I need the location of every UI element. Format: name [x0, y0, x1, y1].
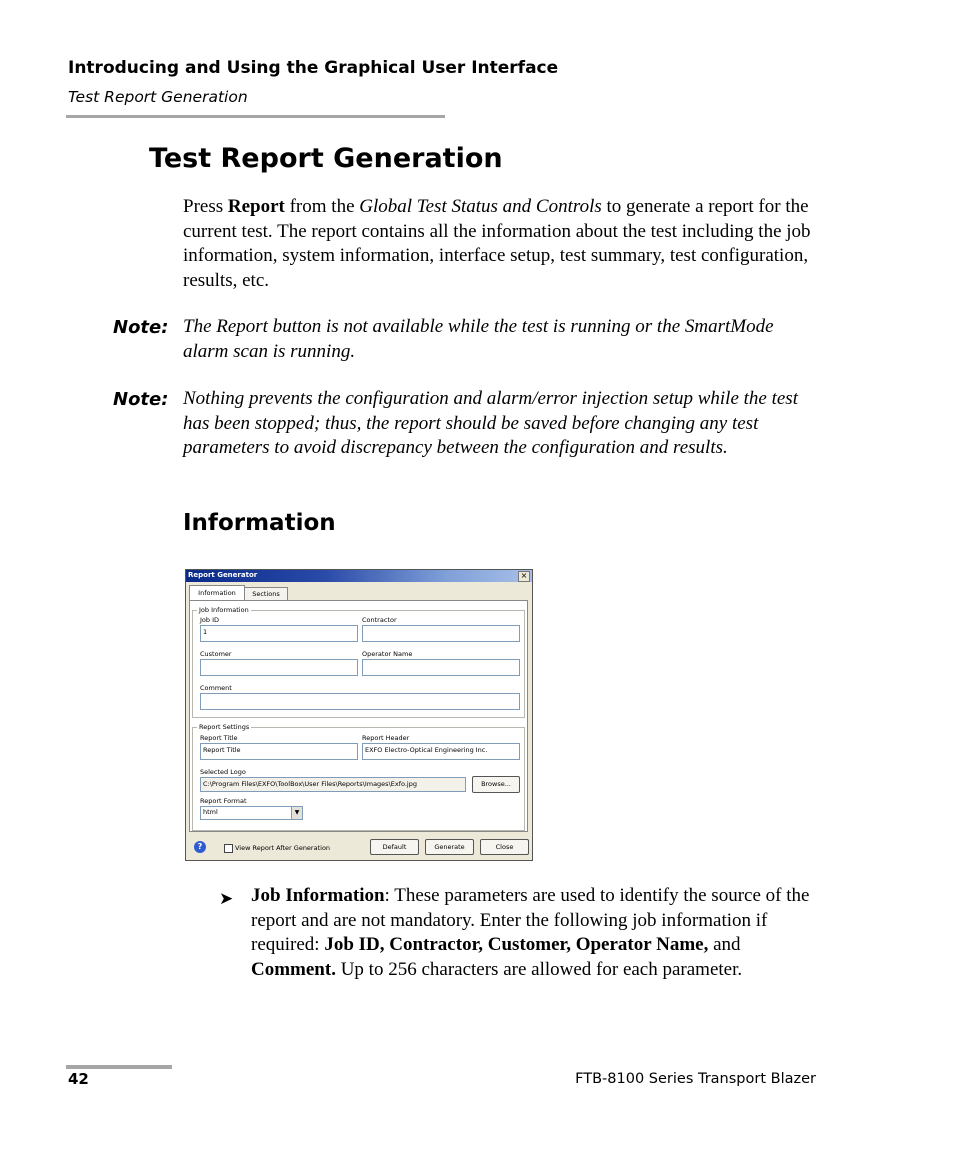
report-header-label: Report Header: [362, 734, 410, 742]
bullet-text: : These parameters are used to identify the source of the report and are not mandatory. Enter the following job information if required:: [251, 885, 810, 956]
bullet-text: and: [708, 934, 741, 956]
default-button[interactable]: Default: [370, 839, 419, 855]
bullet-bold-term: Job Information: [251, 885, 385, 906]
help-icon[interactable]: ?: [194, 841, 206, 853]
page-number: 42: [68, 1070, 89, 1088]
generate-button[interactable]: Generate: [425, 839, 474, 855]
header-rule: [66, 115, 445, 118]
product-name: FTB-8100 Series Transport Blazer: [575, 1071, 816, 1087]
chapter-title: Introducing and Using the Graphical User Interface: [68, 58, 559, 78]
browse-button[interactable]: Browse...: [472, 776, 520, 793]
report-header-field[interactable]: EXFO Electro-Optical Engineering Inc.: [362, 743, 520, 760]
bullet-text: Up to 256 characters are allowed for each parameter.: [335, 959, 743, 981]
section-subtitle: Test Report Generation: [68, 88, 248, 106]
note-text: The Report button is not available while the test is running or the SmartMode alarm scan is running.: [183, 316, 774, 362]
note-label: Note:: [113, 317, 169, 338]
group-label: Job Information: [199, 606, 249, 614]
footer-rule: [66, 1065, 172, 1069]
contractor-label: Contractor: [362, 616, 397, 624]
note-text: Nothing prevents the configuration and alarm/error injection setup while the test has been stopped; thus, the report should be saved before changing any test parameters to avoid discrepancy between the configuration and results.: [183, 388, 798, 459]
tab-sections[interactable]: Sections: [244, 587, 288, 600]
contractor-field[interactable]: [362, 625, 520, 642]
report-format-value: html: [203, 808, 218, 816]
intro-text: Press: [183, 196, 228, 217]
view-after-generation-checkbox[interactable]: [224, 844, 233, 853]
dialog-title: Report Generator: [188, 571, 258, 579]
bullet-paragraph: [251, 884, 826, 983]
report-generator-dialog: [185, 569, 533, 861]
operator-name-label: Operator Name: [362, 650, 413, 658]
close-button[interactable]: Close: [480, 839, 529, 855]
intro-text: to generate a report for the current test. The report contains all the information about the test including the job information, system information, interface setup, test summary, test configuration, results, etc.: [183, 196, 811, 292]
chevron-down-icon[interactable]: ▼: [291, 807, 302, 819]
selected-logo-field: C:\Program Files\EXFO\ToolBox\User Files\Reports\Images\Exfo.jpg: [200, 777, 466, 792]
operator-name-field[interactable]: [362, 659, 520, 676]
view-after-generation-label: View Report After Generation: [235, 844, 331, 852]
report-format-label: Report Format: [200, 797, 247, 805]
comment-label: Comment: [200, 684, 232, 692]
bullet-bold-term: Job ID, Contractor, Customer, Operator Name,: [324, 934, 709, 956]
arrow-bullet-icon: ➤: [219, 889, 234, 909]
intro-text: from the: [284, 196, 360, 217]
comment-field[interactable]: [200, 693, 520, 710]
intro-bold-report: Report: [227, 196, 285, 217]
job-id-label: Job ID: [200, 616, 220, 624]
subsection-heading: Information: [183, 510, 336, 536]
customer-field[interactable]: [200, 659, 358, 676]
note-label: Note:: [113, 389, 169, 410]
report-format-select[interactable]: [200, 806, 303, 820]
dialog-titlebar: [186, 570, 532, 582]
tab-panel: [189, 600, 528, 832]
report-title-field[interactable]: Report Title: [200, 743, 358, 760]
job-id-field[interactable]: 1: [200, 625, 358, 642]
page-heading: Test Report Generation: [149, 143, 503, 174]
customer-label: Customer: [200, 650, 232, 658]
bullet-bold-term: Comment.: [251, 959, 336, 981]
close-icon[interactable]: ×: [518, 571, 530, 582]
report-title-label: Report Title: [200, 734, 238, 742]
selected-logo-label: Selected Logo: [200, 768, 246, 776]
group-label: Report Settings: [199, 723, 250, 731]
intro-italic: Global Test Status and Controls: [359, 196, 602, 217]
tab-information[interactable]: Information: [189, 585, 245, 601]
intro-paragraph: [183, 195, 823, 294]
